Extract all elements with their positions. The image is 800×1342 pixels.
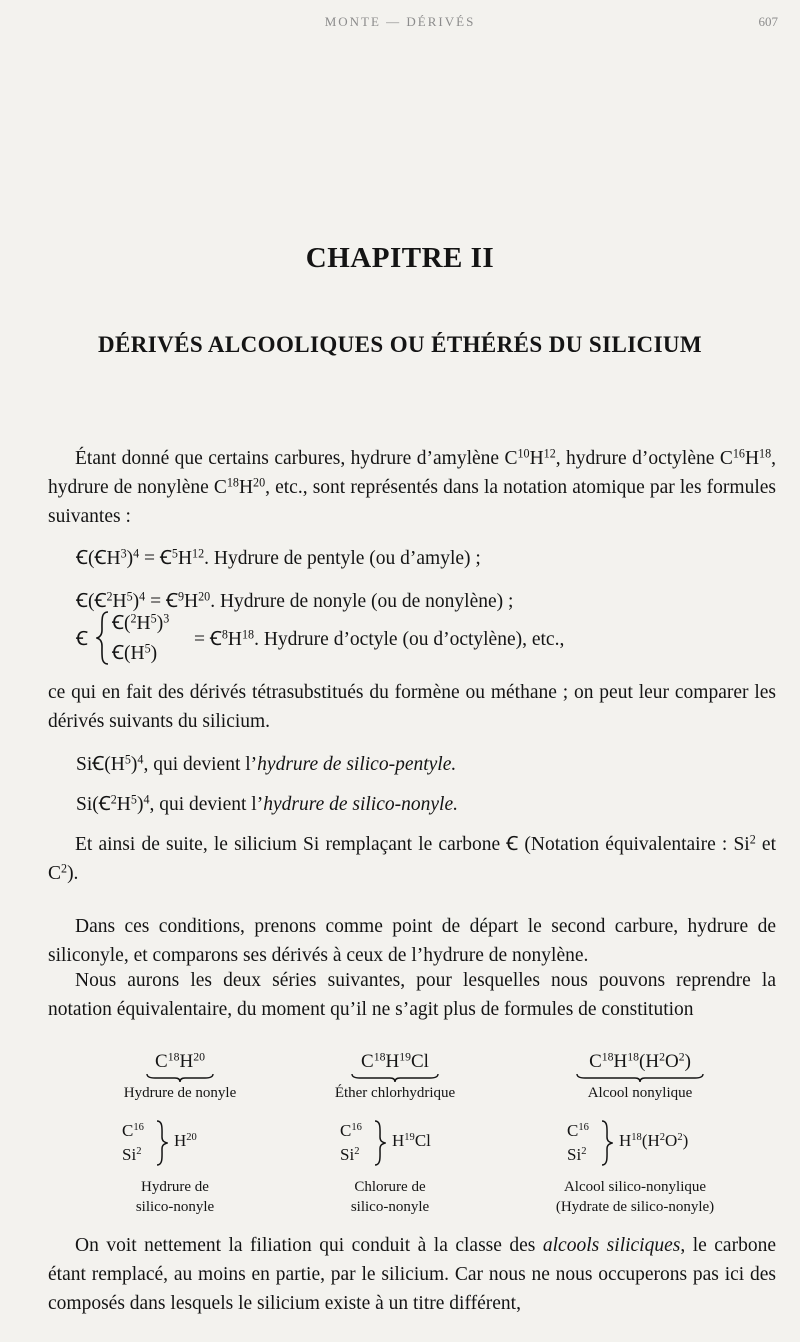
text-run: Étant donné que certains carbures, hydrure d’amylène C bbox=[75, 448, 518, 469]
text-run: H bbox=[112, 591, 127, 612]
text-run: H bbox=[179, 1051, 194, 1072]
brace-icon bbox=[156, 1119, 168, 1167]
sup: 8 bbox=[221, 627, 228, 642]
sup: 10 bbox=[517, 446, 530, 461]
emphasis: alcools siliciques bbox=[542, 1235, 681, 1256]
stack-top bbox=[340, 1119, 362, 1143]
text-run: , hydrure de nonylène C bbox=[48, 448, 776, 498]
sup: 2 bbox=[659, 1132, 666, 1144]
brace-icon bbox=[601, 1119, 613, 1167]
text-run: H bbox=[529, 448, 544, 469]
sup: 16 bbox=[351, 1122, 362, 1134]
sup: 18 bbox=[627, 1050, 640, 1064]
formula bbox=[550, 1051, 730, 1073]
sup: 20 bbox=[193, 1050, 205, 1064]
paragraph-series: Nous aurons les deux séries suivantes, pour lesquelles nous pouvons reprendre la notation équivalentaire, du moment qu’il ne s’agit plus de formules de constitution bbox=[48, 970, 776, 1020]
sup: 2 bbox=[581, 1146, 587, 1158]
sup: 2 bbox=[61, 861, 68, 876]
caption-line: Hydrure de bbox=[141, 1179, 209, 1195]
brace-icon bbox=[374, 1119, 386, 1167]
series-item-ether-chlorhydrique bbox=[310, 1051, 480, 1103]
text-run: H bbox=[174, 1131, 187, 1150]
text-run: On voit nettement la filiation qui conduit à la classe des bbox=[75, 1235, 543, 1256]
series-formula-hydrure-silico bbox=[122, 1119, 242, 1169]
caption-line: silico-nonyle bbox=[135, 1199, 215, 1215]
sup: 4 bbox=[143, 792, 150, 807]
text-run: Cl bbox=[411, 1051, 429, 1072]
text-run: H bbox=[619, 1131, 632, 1150]
formula bbox=[310, 1051, 480, 1073]
text-run: ). bbox=[67, 863, 79, 884]
text-run: H bbox=[136, 613, 151, 634]
text-run: H bbox=[238, 477, 254, 498]
sup: 5 bbox=[150, 611, 157, 626]
sup: 16 bbox=[732, 446, 745, 461]
brace-icon bbox=[96, 610, 110, 666]
sup: 18 bbox=[373, 1050, 386, 1064]
underbrace-icon bbox=[575, 1073, 705, 1083]
sup: 16 bbox=[133, 1122, 144, 1134]
underbrace-icon bbox=[145, 1073, 215, 1083]
sup: 20 bbox=[186, 1132, 197, 1144]
sup: 9 bbox=[177, 589, 185, 604]
stack-top bbox=[122, 1119, 144, 1143]
text-run: SiꞒ(H bbox=[76, 754, 125, 775]
text-run: H bbox=[744, 448, 760, 469]
sup: 4 bbox=[137, 752, 144, 767]
series-item-hydrure-nonyle bbox=[95, 1051, 265, 1103]
sup: 5 bbox=[126, 589, 133, 604]
text-run: H bbox=[116, 794, 131, 815]
series-item-alcool-nonylique bbox=[550, 1051, 730, 1103]
text-run: = Ꞓ bbox=[145, 591, 178, 612]
caption-line: Alcool silico-nonylique bbox=[563, 1179, 707, 1195]
sup: 5 bbox=[130, 792, 137, 807]
sup: 4 bbox=[139, 589, 146, 604]
sup: 20 bbox=[253, 475, 266, 490]
text-run: = Ꞓ bbox=[139, 548, 172, 569]
text-run: C bbox=[122, 1121, 134, 1140]
formula-pentyle bbox=[76, 543, 481, 570]
sup: 20 bbox=[198, 589, 211, 604]
text-run: ) bbox=[150, 643, 158, 664]
sup: 4 bbox=[133, 546, 140, 561]
chapter-heading: CHAPITRE II bbox=[305, 242, 495, 274]
sup: 2 bbox=[678, 1050, 685, 1064]
text-run: . Hydrure d’octyle (ou d’octylène), etc., bbox=[254, 629, 565, 650]
sup: 2 bbox=[106, 589, 113, 604]
paragraph-filiation bbox=[48, 1231, 776, 1318]
text-run: ) bbox=[684, 1051, 691, 1072]
sup: 18 bbox=[601, 1050, 614, 1064]
text-run: Ꞓ(H bbox=[112, 643, 145, 664]
formula-rhs bbox=[619, 1131, 688, 1151]
sup: 18 bbox=[167, 1050, 180, 1064]
text-run: H bbox=[184, 591, 199, 612]
text-run: C bbox=[155, 1051, 168, 1072]
running-header: MONTE — DÉRIVÉS bbox=[324, 14, 476, 29]
section-title: DÉRIVÉS ALCOOLIQUES OU ÉTHÉRÉS DU SILICIUM bbox=[97, 332, 703, 357]
formula-stack bbox=[567, 1119, 589, 1167]
text-run: , qui devient l’ bbox=[143, 754, 258, 775]
text-run: H bbox=[392, 1131, 405, 1150]
stack-bottom bbox=[340, 1143, 362, 1167]
formula bbox=[95, 1051, 265, 1073]
formula-octyle bbox=[76, 608, 776, 668]
sup: 16 bbox=[578, 1122, 589, 1134]
stack-bottom bbox=[122, 1143, 144, 1167]
sup: 5 bbox=[124, 752, 131, 767]
series-caption: Alcool nonylique bbox=[587, 1085, 693, 1101]
text-run: Cl bbox=[414, 1131, 431, 1150]
sup: 5 bbox=[144, 641, 151, 656]
text-run: . Hydrure de nonyle (ou de nonylène) ; bbox=[210, 591, 514, 612]
page-number: 607 bbox=[758, 14, 778, 29]
paragraph-compare: ce qui en fait des dérivés tétrasubstitués du formène ou méthane ; on peut leur comparer les dérivés suivants du silicium. bbox=[48, 682, 776, 732]
sup: 2 bbox=[677, 1132, 683, 1144]
text-run: ) bbox=[130, 754, 138, 775]
text-run: Si bbox=[567, 1145, 582, 1164]
intro-paragraph bbox=[48, 444, 776, 531]
formula-rhs bbox=[392, 1131, 431, 1151]
text-run: C bbox=[361, 1051, 374, 1072]
example-silico-pentyle bbox=[76, 749, 456, 776]
text-run: O bbox=[665, 1131, 678, 1150]
text-run: Ꞓ bbox=[76, 629, 88, 650]
text-run: ) bbox=[132, 591, 140, 612]
formula-stack bbox=[122, 1119, 144, 1167]
sup: 18 bbox=[242, 627, 255, 642]
text-run: ) bbox=[682, 1131, 689, 1150]
series-caption-chlorure-silico bbox=[305, 1177, 475, 1217]
formula-top bbox=[112, 608, 169, 635]
formula-bottom bbox=[112, 638, 157, 665]
sup: 2 bbox=[659, 1050, 665, 1064]
text-run: H bbox=[613, 1051, 628, 1072]
formula-rhs bbox=[174, 1131, 197, 1151]
text-run: , qui devient l’ bbox=[149, 794, 264, 815]
sup: 18 bbox=[759, 446, 772, 461]
text-run: Et ainsi de suite, le silicium Si remplaçant le carbone Ꞓ (Notation équivalentaire : Si bbox=[75, 834, 750, 855]
text-run: O bbox=[664, 1051, 679, 1072]
text-run: , etc., sont représentés dans la notation atomique par les formules suivantes : bbox=[48, 477, 776, 527]
text-run: H bbox=[177, 548, 193, 569]
sup: 2 bbox=[136, 1146, 142, 1158]
example-silico-nonyle bbox=[76, 789, 458, 816]
sup: 5 bbox=[171, 546, 178, 561]
stack-top bbox=[567, 1119, 589, 1143]
text-run: C bbox=[567, 1121, 579, 1140]
sup: 2 bbox=[110, 792, 117, 807]
caption-line: silico-nonyle bbox=[350, 1199, 430, 1215]
text-run: ) bbox=[126, 548, 134, 569]
text-run: (H bbox=[641, 1131, 660, 1150]
text-run: , le carbone étant remplacé, au moins en partie, par le silicium. Car nous ne nous occuperons pas ici des composés dans lesquels le silicium existe à un titre différent, bbox=[48, 1235, 776, 1314]
sup: 3 bbox=[120, 546, 127, 561]
series-caption: Hydrure de nonyle bbox=[123, 1085, 237, 1101]
series-caption-alcool-silico bbox=[520, 1177, 750, 1217]
paragraph-conditions: Dans ces conditions, prenons comme point de départ le second carbure, hydrure de siliconyle, et comparons ses dérivés à ceux de l’hydrure de nonylène. bbox=[48, 916, 776, 966]
paragraph-notation bbox=[48, 830, 776, 888]
sup: 12 bbox=[543, 446, 556, 461]
compound-name: hydrure de silico-nonyle. bbox=[263, 794, 458, 815]
text-run: et C bbox=[48, 834, 776, 884]
text-run: Ꞓ(ꞒH bbox=[76, 548, 121, 569]
text-run: C bbox=[589, 1051, 602, 1072]
caption-line: Chlorure de bbox=[354, 1179, 426, 1195]
text-run: = Ꞓ bbox=[194, 629, 222, 650]
text-run: H bbox=[227, 629, 243, 650]
caption-line: (Hydrate de silico-nonyle) bbox=[555, 1199, 715, 1215]
sup: 2 bbox=[130, 611, 137, 626]
text-run: , hydrure d’octylène C bbox=[555, 448, 733, 469]
formula-stack bbox=[340, 1119, 362, 1167]
text-run: ) bbox=[136, 794, 144, 815]
text-run: ) bbox=[156, 613, 164, 634]
sup: 12 bbox=[192, 546, 205, 561]
sup: 18 bbox=[631, 1132, 642, 1144]
series-caption: Éther chlorhydrique bbox=[334, 1085, 456, 1101]
text-run: Ꞓ(Ꞓ bbox=[76, 591, 107, 612]
sup: 19 bbox=[399, 1050, 411, 1064]
sup: 2 bbox=[354, 1146, 360, 1158]
text-run: (H bbox=[639, 1051, 660, 1072]
text-run: C bbox=[340, 1121, 352, 1140]
series-formula-alcool-silico bbox=[567, 1119, 737, 1169]
series-table bbox=[0, 1045, 800, 1215]
sup: 3 bbox=[163, 611, 170, 626]
text-run: Si(Ꞓ bbox=[76, 794, 111, 815]
text-run: . Hydrure de pentyle (ou d’amyle) ; bbox=[204, 548, 481, 569]
compound-name: hydrure de silico-pentyle. bbox=[257, 754, 457, 775]
text-run: Si bbox=[122, 1145, 137, 1164]
underbrace-icon bbox=[350, 1073, 440, 1083]
text-run: H bbox=[385, 1051, 400, 1072]
sup: 19 bbox=[404, 1132, 415, 1144]
stack-bottom bbox=[567, 1143, 589, 1167]
series-formula-chlorure-silico bbox=[340, 1119, 480, 1169]
text-run: Ꞓ( bbox=[112, 613, 131, 634]
formula-rhs bbox=[194, 624, 564, 651]
sup: 2 bbox=[749, 832, 756, 847]
series-caption-hydrure-silico bbox=[90, 1177, 260, 1217]
sup: 18 bbox=[226, 475, 239, 490]
text-run: Si bbox=[340, 1145, 355, 1164]
